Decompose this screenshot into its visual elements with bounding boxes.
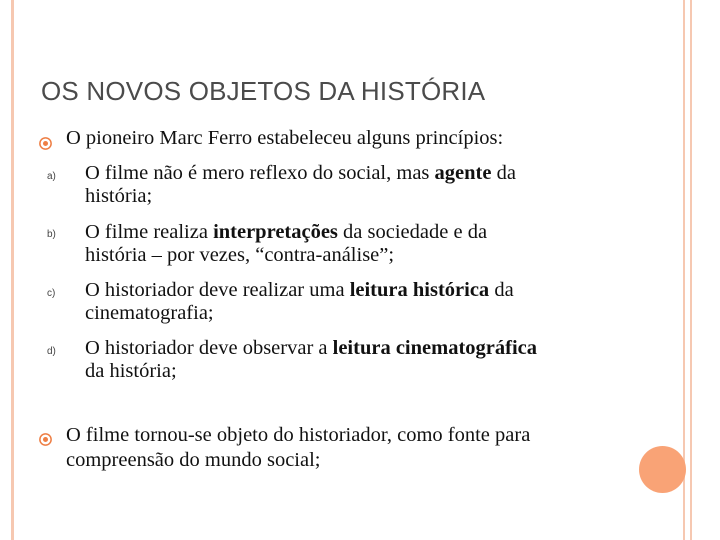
item-c-second-line: cinematografia;: [85, 302, 214, 324]
item-marker-d: d): [47, 346, 56, 357]
item-b-second-line: história – por vezes, “contra-análise”;: [85, 244, 395, 266]
film-object-second-line: compreensão do mundo social;: [66, 449, 321, 471]
item-b-first-line: O filme realiza interpretações da sociedade e da: [85, 221, 488, 243]
orange-bullet-icon: [39, 137, 52, 150]
item-d-first-line: O historiador deve observar a leitura cinematográfica: [85, 337, 537, 359]
item-d-second-line: da história;: [85, 360, 177, 382]
item-a-first-line: O filme não é mero reflexo do social, mas agente da: [85, 162, 516, 184]
slide-title: OS NOVOS OBJETOS DA HISTÓRIA: [41, 76, 486, 106]
item-c-first-line: O historiador deve realizar uma leitura histórica da: [85, 279, 514, 301]
item-a-second-line: história;: [85, 185, 153, 207]
item-marker-a: a): [47, 171, 56, 182]
item-marker-b: b): [47, 229, 56, 240]
orange-bullet-icon: [39, 433, 52, 446]
principles-intro-text: O pioneiro Marc Ferro estabeleceu alguns princípios:: [66, 127, 504, 149]
item-marker-c: c): [47, 288, 56, 299]
film-object-first-line: O filme tornou-se objeto do historiador, como fonte para: [66, 424, 531, 446]
